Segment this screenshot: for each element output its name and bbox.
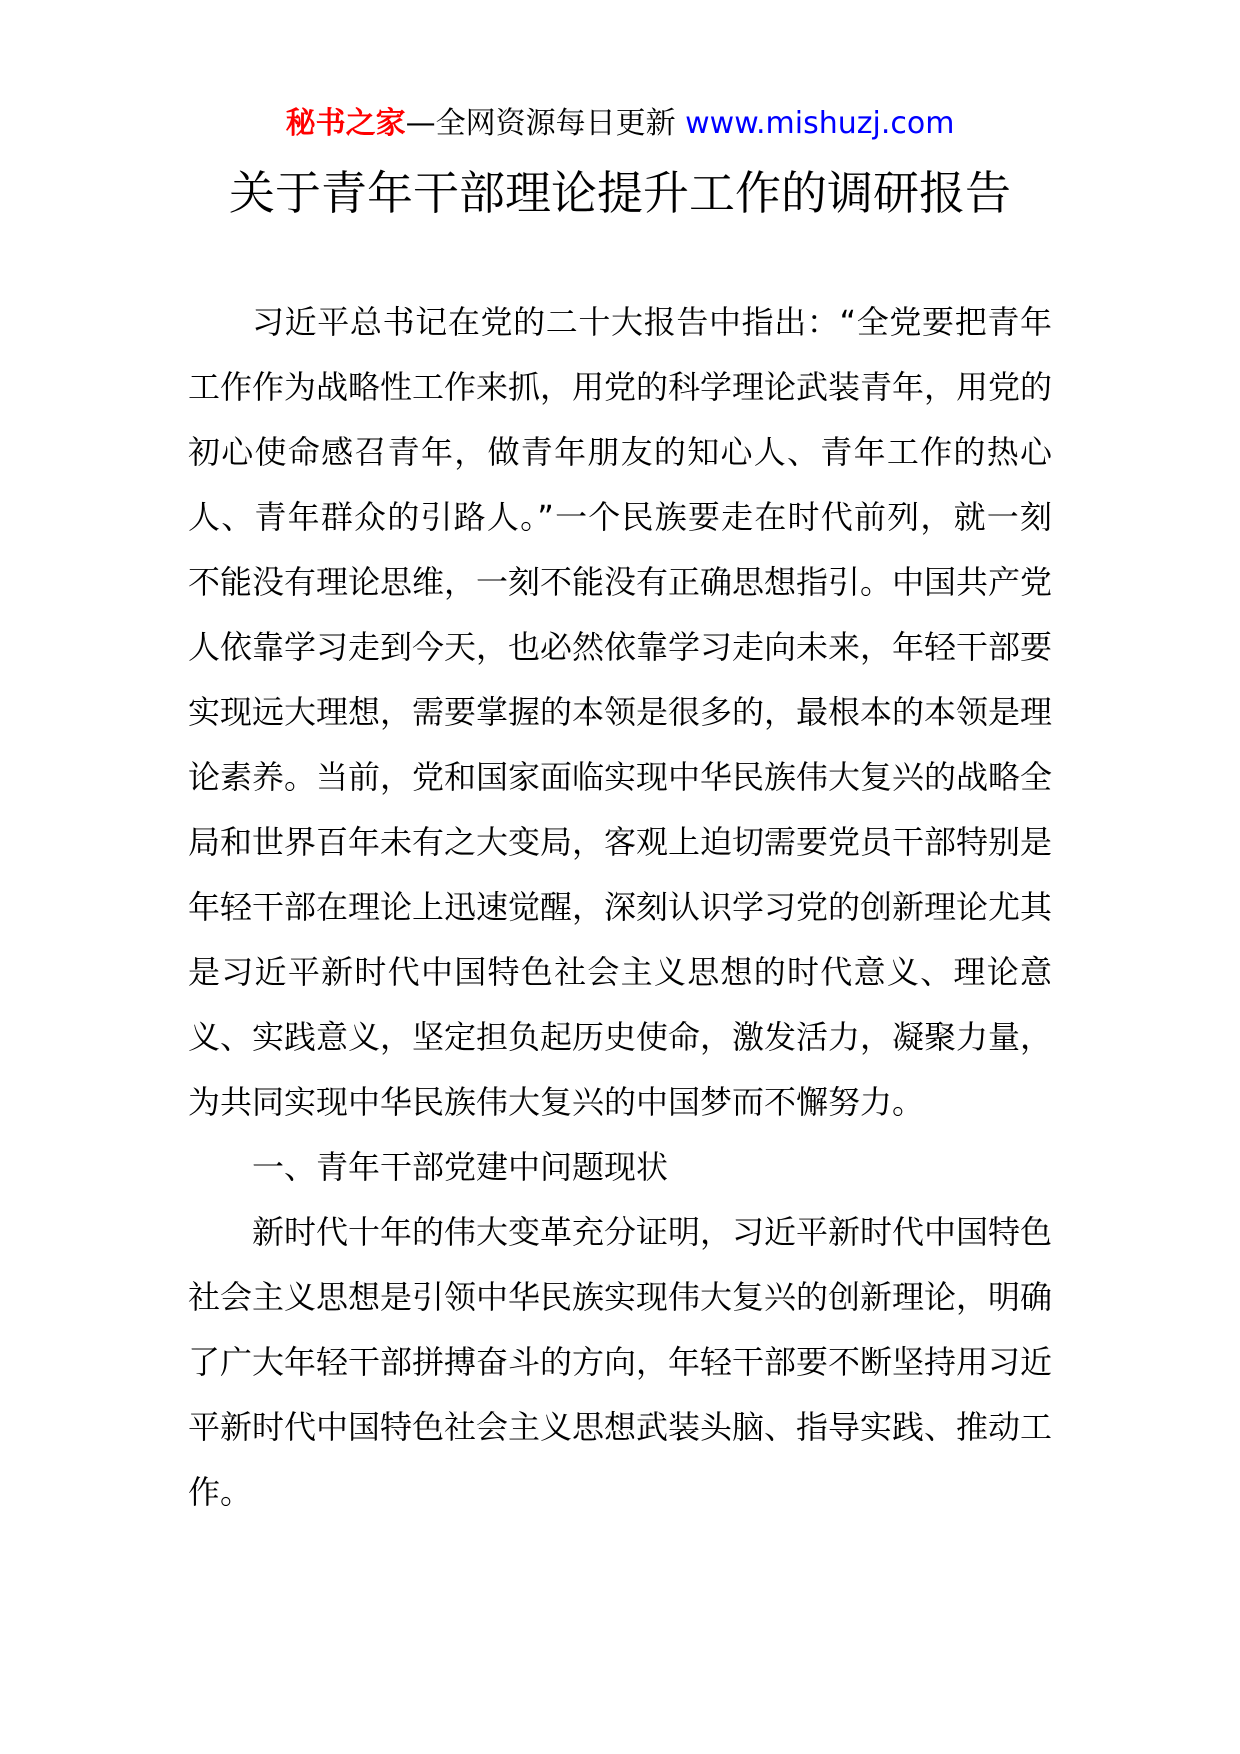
- section-heading: 一、青年干部党建中问题现状: [252, 1148, 669, 1186]
- header-url[interactable]: www.mishuzj.com: [685, 106, 955, 141]
- section-paragraph: 新时代十年的伟大变革充分证明，习近平新时代中国特色社会主义思想是引领中华民族实现伟大复兴的创新理论，明确了广大年轻干部拼搏奋斗的方向，年轻干部要不断坚持用习近平新时代中国特色社会主义思想武装头脑、指导实践、推动工作。: [188, 1213, 1053, 1511]
- watermark-header: [0, 104, 1240, 144]
- intro-paragraph: 习近平总书记在党的二十大报告中指出：“全党要把青年工作作为战略性工作来抓，用党的科学理论武装青年，用党的初心使命感召青年，做青年朋友的知心人、青年工作的热心人、青年群众的引路人。”一个民族要走在时代前列，就一刻不能没有理论思维，一刻不能没有正确思想指引。中国共产党人依靠学习走到今天，也必然依靠学习走向未来，年轻干部要实现远大理想，需要掌握的本领是很多的，最根本的本领是理论素养。当前，党和国家面临实现中华民族伟大复兴的战略全局和世界百年未有之大变局，客观上迫切需要党员干部特别是年轻干部在理论上迅速觉醒，深刻认识学习党的创新理论尤其是习近平新时代中国特色社会主义思想的时代意义、理论意义、实践意义，坚定担负起历史使命，激发活力，凝聚力量，为共同实现中华民族伟大复兴的中国梦而不懈努力。: [188, 303, 1053, 1121]
- header-brand: 秘书之家: [285, 106, 406, 141]
- document-body: [188, 290, 1052, 1525]
- header-tagline: —全网资源每日更新: [405, 106, 676, 141]
- document-title: 关于青年干部理论提升工作的调研报告: [229, 166, 1011, 220]
